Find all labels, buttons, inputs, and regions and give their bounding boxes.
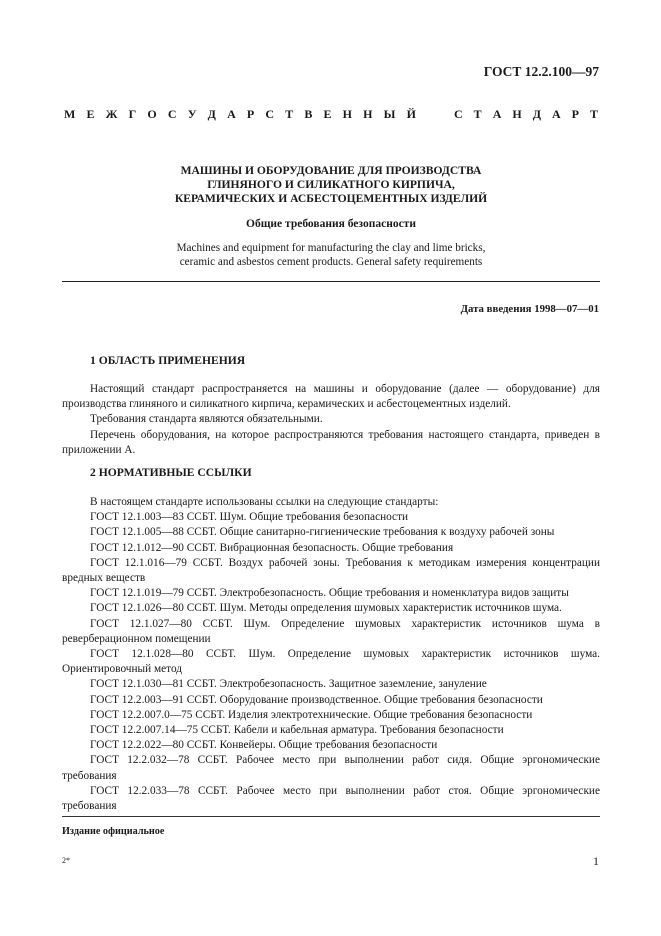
section-heading-scope: 1 ОБЛАСТЬ ПРИМЕНЕНИЯ [90,354,246,367]
banner-letter: Д [207,107,216,121]
banner-letter: А [551,107,561,121]
banner-letter: М [64,107,76,121]
document-code: ГОСТ 12.2.100—97 [483,64,599,79]
banner-letter: Г [128,107,137,121]
banner-letter: Р [246,107,255,121]
banner-letter: Т [285,107,294,121]
english-title [62,241,600,269]
banner-letter: В [304,107,313,121]
interstate-label [64,107,416,122]
section-scope-body [62,382,600,458]
english-title-line: Machines and equipment for manufacturing the clay and lime bricks, [176,242,486,254]
reference-item: ГОСТ 12.2.022—80 ССБТ. Конвейеры. Общие требования безопасности [90,739,438,752]
banner-letter: О [147,107,157,121]
reference-item: ГОСТ 12.2.003—91 ССБТ. Оборудование производственное. Общие требования безопасности [90,693,543,706]
header-divider [62,281,600,282]
title-line: КЕРАМИЧЕСКИХ И АСБЕСТОЦЕМЕНТНЫХ ИЗДЕЛИЙ [174,192,488,205]
paragraph: Перечень оборудования, на которое распространяются требования настоящего стандарта, приведен в приложении А. [62,428,600,456]
reference-item: ГОСТ 12.1.019—79 ССБТ. Электробезопасность. Общие требования и номенклатура видов защиты [90,587,569,600]
signature-mark: 2* [62,856,70,865]
section-heading-references: 2 НОРМАТИВНЫЕ ССЫЛКИ [90,466,252,479]
banner-letter: Н [363,107,373,121]
section-references-body [62,495,600,814]
banner-letter: А [227,107,236,121]
interstate-standard-banner [64,107,598,122]
reference-item: ГОСТ 12.2.032—78 ССБТ. Рабочее место при выполнении работ сидя. Общие эргономические требования [62,754,600,782]
title-line: МАШИНЫ И ОБОРУДОВАНИЕ ДЛЯ ПРОИЗВОДСТВА [180,164,482,177]
reference-item: ГОСТ 12.2.033—78 ССБТ. Рабочее место при выполнении работ стоя. Общие эргономические требования [62,784,600,813]
paragraph: Настоящий стандарт распространяется на машины и оборудование (далее — оборудование) для производства глиняного и силикатного кирпича, керамических и асбестоцементных изделий. [62,383,600,411]
reference-item: ГОСТ 12.1.003—83 ССБТ. Шум. Общие требования безопасности [90,511,409,524]
reference-item: ГОСТ 12.1.016—79 ССБТ. Воздух рабочей зоны. Требования к методикам измерения концентрации вредных веществ [62,556,600,585]
banner-letter: Н [342,107,352,121]
paragraph: В настоящем стандарте использованы ссылки на следующие стандарты: [90,496,439,508]
reference-item: ГОСТ 12.2.007.0—75 ССБТ. Изделия электротехнические. Общие требования безопасности [90,708,533,721]
banner-letter: А [492,107,502,121]
paragraph: Требования стандарта являются обязательными. [90,413,323,426]
title-line: ГЛИНЯНОГО И СИЛИКАТНОГО КИРПИЧА, [207,178,455,191]
reference-item: ГОСТ 12.1.005—88 ССБТ. Общие санитарно-гигиенические требования к воздуху рабочей зоны [90,526,555,539]
banner-letter: У [187,107,197,121]
page-number: 1 [593,854,599,868]
document-title [62,164,600,206]
introduction-date: Дата введения 1998—07—01 [460,303,599,315]
footer-divider [62,816,600,817]
banner-letter: Е [86,107,95,121]
reference-item: ГОСТ 12.1.028—80 ССБТ. Шум. Определение шумовых характеристик источников шума. Ориентировочный метод [62,648,600,676]
banner-letter: Е [323,107,332,121]
banner-letter: Й [406,107,416,121]
reference-item: ГОСТ 12.1.027—80 ССБТ. Шум. Определение шумовых характеристик источников шума в реверберационном помещении [62,617,600,645]
banner-letter: Н [512,107,522,121]
reference-item: ГОСТ 12.1.012—90 ССБТ. Вибрационная безопасность. Общие требования [90,541,454,554]
banner-letter: Т [589,107,598,121]
banner-letter: Д [532,107,541,121]
reference-item: ГОСТ 12.1.030—81 ССБТ. Электробезопасность. Защитное заземление, зануление [90,678,487,691]
reference-item: ГОСТ 12.1.026—80 ССБТ. Шум. Методы определения шумовых характеристик источников шума. [90,602,562,615]
edition-note: Издание официальное [62,826,165,837]
banner-letter: Т [473,107,482,121]
standard-label [454,107,598,122]
banner-letter: Ы [383,107,396,121]
banner-letter: Ж [105,107,118,121]
banner-letter: Р [571,107,579,121]
banner-letter: С [167,107,177,121]
banner-letter: С [265,107,275,121]
banner-letter: С [454,107,463,121]
document-subtitle: Общие требования безопасности [246,218,416,230]
reference-item: ГОСТ 12.2.007.14—75 ССБТ. Кабели и кабельная арматура. Требования безопасности [90,724,504,737]
english-title-line: ceramic and asbestos cement products. General safety requirements [179,256,483,268]
